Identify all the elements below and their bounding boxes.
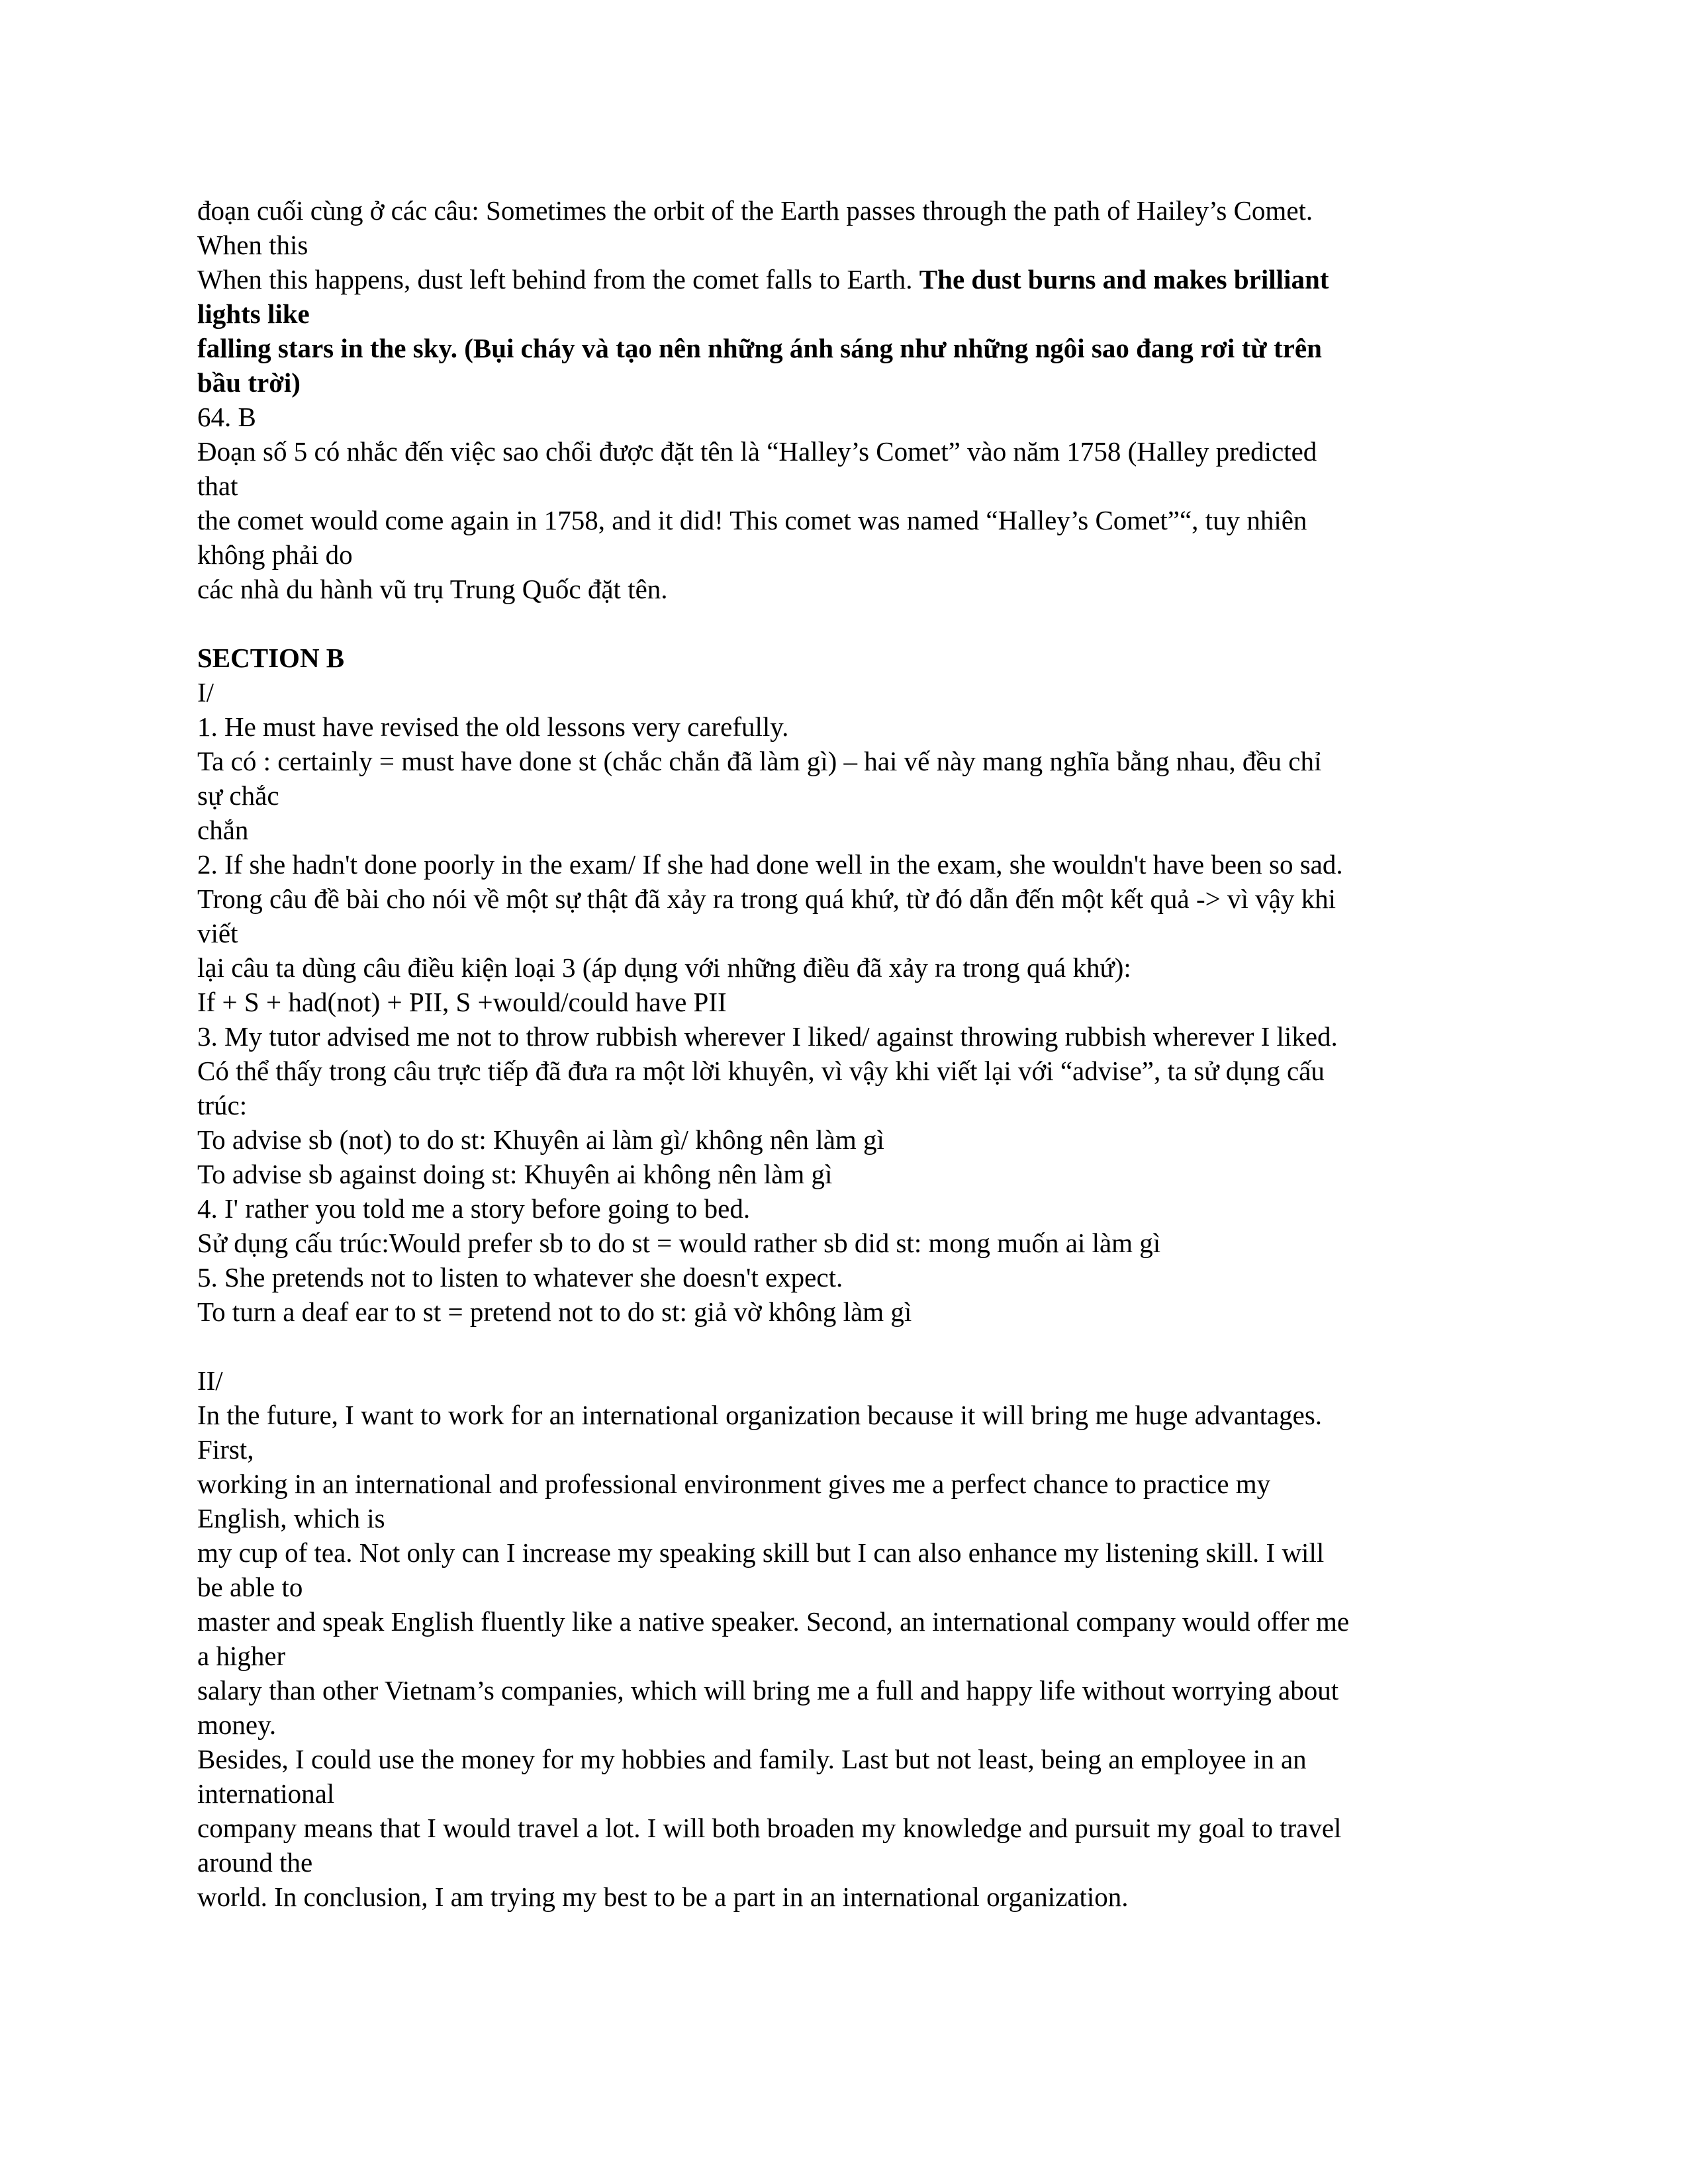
text-line: company means that I would travel a lot. I will both broaden my knowledge and pursuit my goal to travel bbox=[197, 1813, 1342, 1843]
text-line: 5. She pretends not to listen to whatever she doesn't expect. bbox=[197, 1262, 843, 1293]
text-line: working in an international and professional environment gives me a perfect chance to practice my bbox=[197, 1469, 1271, 1499]
text-line: world. In conclusion, I am trying my best to be a part in an international organization. bbox=[197, 1882, 1129, 1912]
text-line: Sử dụng cấu trúc:Would prefer sb to do st = would rather sb did st: mong muốn ai làm gì bbox=[197, 1228, 1161, 1258]
text-line: Ta có : certainly = must have done st (chắc chắn đã làm gì) – hai vế này mang nghĩa bằng nhau, đều chỉ bbox=[197, 746, 1322, 776]
text-line: that bbox=[197, 471, 238, 501]
text-line: 3. My tutor advised me not to throw rubbish wherever I liked/ against throwing rubbish wherever I liked. bbox=[197, 1021, 1338, 1052]
text-line: international bbox=[197, 1778, 335, 1809]
bold-text-line: bầu trời) bbox=[197, 367, 301, 398]
part-label: II/ bbox=[197, 1365, 223, 1396]
intro-paragraph bbox=[197, 193, 1488, 400]
text-line: trúc: bbox=[197, 1090, 248, 1120]
bold-text-line: falling stars in the sky. (Bụi cháy và tạo nên những ánh sáng như những ngôi sao đang rơi từ trên bbox=[197, 333, 1322, 363]
text-line: sự chắc bbox=[197, 780, 279, 811]
text-span: When this happens, dust left behind from the comet falls to Earth. bbox=[197, 264, 919, 295]
text-line: 4. I' rather you told me a story before going to bed. bbox=[197, 1193, 751, 1224]
text-line: không phải do bbox=[197, 539, 353, 570]
text-line: be able to bbox=[197, 1572, 303, 1602]
text-line: chắn bbox=[197, 815, 249, 845]
text-line: In the future, I want to work for an international organization because it will bring me huge advantages. bbox=[197, 1400, 1323, 1430]
part2-lines bbox=[197, 1398, 1488, 1914]
text-line: Besides, I could use the money for my hobbies and family. Last but not least, being an employee in an bbox=[197, 1744, 1307, 1774]
text-line: When this bbox=[197, 230, 308, 260]
text-line: money. bbox=[197, 1709, 277, 1740]
part1-lines bbox=[197, 709, 1488, 1329]
text-line: If + S + had(not) + PII, S +would/could have PII bbox=[197, 987, 727, 1017]
text-line: To turn a deaf ear to st = pretend not to do st: giả vờ không làm gì bbox=[197, 1297, 912, 1327]
text-line: Đoạn số 5 có nhắc đến việc sao chổi được đặt tên là “Halley’s Comet” vào năm 1758 (Halley predicted bbox=[197, 436, 1317, 467]
text-line: Trong câu đề bài cho nói về một sự thật đã xảy ra trong quá khứ, từ đó dẫn đến một kết quả -> vì vậy khi bbox=[197, 884, 1336, 914]
text-line: salary than other Vietnam’s companies, which will bring me a full and happy life without worrying about bbox=[197, 1675, 1339, 1706]
text-line: English, which is bbox=[197, 1503, 385, 1533]
blank-line bbox=[197, 606, 1488, 641]
text-line: đoạn cuối cùng ở các câu: Sometimes the orbit of the Earth passes through the path of Hailey’s Comet. bbox=[197, 195, 1313, 226]
bold-text-span: The dust burns and makes brilliant bbox=[919, 264, 1329, 295]
text-line: around the bbox=[197, 1847, 313, 1878]
text-line: Có thể thấy trong câu trực tiếp đã đưa ra một lời khuyên, vì vậy khi viết lại với “advise”, ta sử dụng cấu bbox=[197, 1056, 1325, 1086]
part-label: I/ bbox=[197, 677, 214, 707]
question-64 bbox=[197, 400, 1488, 606]
bold-text-line: lights like bbox=[197, 298, 310, 329]
text-line: 2. If she hadn't done poorly in the exam/ If she had done well in the exam, she wouldn't have been so sad. bbox=[197, 849, 1343, 880]
text-line: the comet would come again in 1758, and it did! This comet was named “Halley’s Comet”“, tuy nhiên bbox=[197, 505, 1307, 535]
text-line: lại câu ta dùng câu điều kiện loại 3 (áp dụng với những điều đã xảy ra trong quá khứ): bbox=[197, 952, 1131, 983]
section-heading: SECTION B bbox=[197, 643, 345, 673]
text-line: a higher bbox=[197, 1641, 286, 1671]
text-line: my cup of tea. Not only can I increase my speaking skill but I can also enhance my listening skill. I will bbox=[197, 1537, 1325, 1568]
text-line: master and speak English fluently like a native speaker. Second, an international company would offer me bbox=[197, 1606, 1350, 1637]
document-page bbox=[197, 193, 1488, 1914]
text-line: To advise sb (not) to do st: Khuyên ai làm gì/ không nên làm gì bbox=[197, 1124, 884, 1155]
text-line: các nhà du hành vũ trụ Trung Quốc đặt tên. bbox=[197, 574, 668, 604]
blank-line bbox=[197, 1329, 1488, 1363]
text-line: First, bbox=[197, 1434, 254, 1465]
text-line: 1. He must have revised the old lessons very carefully. bbox=[197, 711, 789, 742]
text-line: viết bbox=[197, 918, 238, 948]
answer-label: 64. B bbox=[197, 402, 256, 432]
text-line bbox=[197, 262, 1488, 296]
text-line: To advise sb against doing st: Khuyên ai không nên làm gì bbox=[197, 1159, 833, 1189]
